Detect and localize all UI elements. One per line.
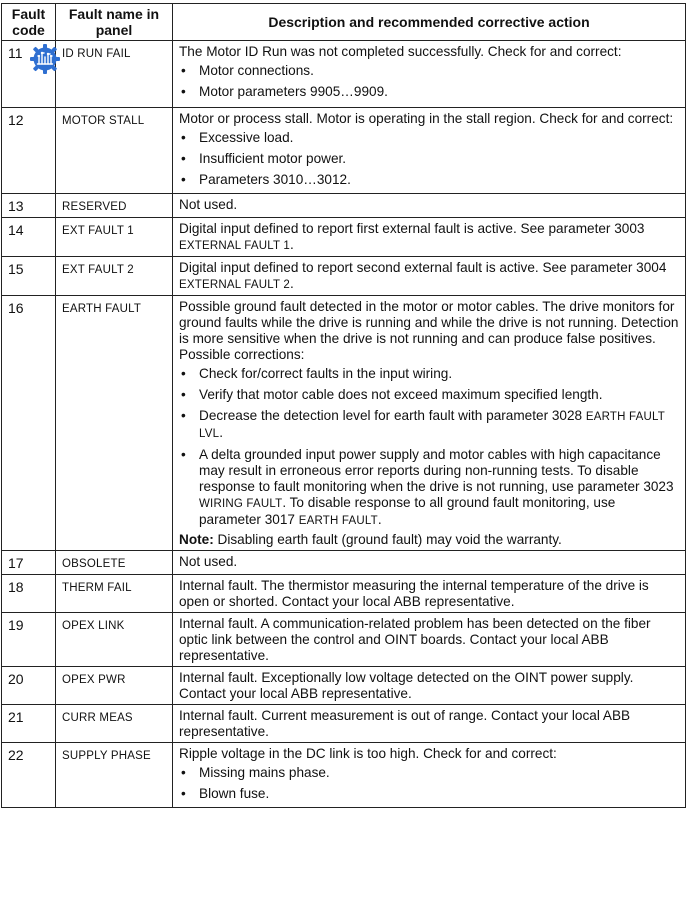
parameter-name: EARTH FAULT xyxy=(298,515,378,527)
fault-name: EARTH FAULT xyxy=(56,296,173,551)
fault-code: 17 xyxy=(2,551,56,575)
parameter-name: EARTH FAULT LVL xyxy=(199,411,665,440)
fault-name: OPEX PWR xyxy=(56,667,173,705)
fault-name: MOTOR STALL xyxy=(56,108,173,194)
table-row xyxy=(2,613,686,667)
table-row xyxy=(2,41,686,108)
list-item: • Blown fuse. xyxy=(179,786,680,802)
list-item: • A delta grounded input power supply and motor cables with high capacitance may result in erroneous error reports during non-running tests. To disable response to fault monitoring when the drive is not running, use parameter 3023 WIRING FAULT. To disable response to all ground fault monitoring, use parameter 3017 EARTH FAULT. xyxy=(179,447,680,529)
fault-code: 13 xyxy=(2,194,56,218)
fault-description: Internal fault. The thermistor measuring the internal temperature of the drive is open or shorted. Contact your local ABB representative. xyxy=(173,575,686,613)
list-item: • Missing mains phase. xyxy=(179,765,680,781)
list-item: • Check for/correct faults in the input wiring. xyxy=(179,366,680,382)
table-row xyxy=(2,108,686,194)
table-row xyxy=(2,218,686,257)
fault-description: Internal fault. Current measurement is out of range. Contact your local ABB representative. xyxy=(173,705,686,743)
fault-name: SUPPLY PHASE xyxy=(56,743,173,808)
fault-code: 18 xyxy=(2,575,56,613)
fault-description: Digital input defined to report second external fault is active. See parameter 3004 EXTERNAL FAULT 2. xyxy=(173,257,686,296)
table-row xyxy=(2,296,686,551)
fault-name: EXT FAULT 2 xyxy=(56,257,173,296)
list-item: • Parameters 3010…3012. xyxy=(179,172,680,188)
fault-name: OPEX LINK xyxy=(56,613,173,667)
fault-description: Digital input defined to report first external fault is active. See parameter 3003 EXTERNAL FAULT 1. xyxy=(173,218,686,257)
parameter-name: WIRING FAULT xyxy=(199,498,283,510)
fault-description: Not used. xyxy=(173,194,686,218)
table-row xyxy=(2,257,686,296)
fault-code: 12 xyxy=(2,108,56,194)
fault-description: Internal fault. Exceptionally low voltage detected on the OINT power supply. Contact your local ABB representative. xyxy=(173,667,686,705)
list-item: • Excessive load. xyxy=(179,130,680,146)
fault-description: Motor or process stall. Motor is operating in the stall region. Check for and correct: • Excessive load. • Insufficient motor power. • Parameters 3010…3012. xyxy=(173,108,686,194)
fault-code: 11 xyxy=(2,41,56,108)
header-fault-name: Fault name in panel xyxy=(56,4,173,41)
fault-code: 14 xyxy=(2,218,56,257)
fault-table xyxy=(1,3,686,808)
parameter-name: EXTERNAL FAULT 2 xyxy=(179,279,290,291)
table-row xyxy=(2,667,686,705)
list-item: • Motor parameters 9905…9909. xyxy=(179,84,680,100)
fault-description: Internal fault. A communication-related problem has been detected on the fiber optic link between the control and OINT boards. Contact your local ABB representative. xyxy=(173,613,686,667)
header-description: Description and recommended corrective action xyxy=(173,4,686,41)
fault-description: The Motor ID Run was not completed successfully. Check for and correct: • Motor connections. • Motor parameters 9905…9909. xyxy=(173,41,686,108)
note: Note: Disabling earth fault (ground fault) may void the warranty. xyxy=(179,532,562,547)
table-row xyxy=(2,575,686,613)
fault-description: Ripple voltage in the DC link is too high. Check for and correct: • Missing mains phase. • Blown fuse. xyxy=(173,743,686,808)
list-item: • Motor connections. xyxy=(179,63,680,79)
fault-name: ID RUN FAIL xyxy=(56,41,173,108)
fault-name: RESERVED xyxy=(56,194,173,218)
list-item: • Verify that motor cable does not exceed maximum specified length. xyxy=(179,387,680,403)
parameter-name: EXTERNAL FAULT 1 xyxy=(179,240,290,252)
list-item: • Decrease the detection level for earth fault with parameter 3028 EARTH FAULT LVL. xyxy=(179,408,680,442)
table-row xyxy=(2,705,686,743)
fault-name: OBSOLETE xyxy=(56,551,173,575)
table-row xyxy=(2,194,686,218)
fault-code: 21 xyxy=(2,705,56,743)
header-row xyxy=(2,4,686,41)
fault-code: 19 xyxy=(2,613,56,667)
fault-code: 22 xyxy=(2,743,56,808)
fault-description: Not used. xyxy=(173,551,686,575)
fault-code: 15 xyxy=(2,257,56,296)
fault-name: CURR MEAS xyxy=(56,705,173,743)
table-row xyxy=(2,551,686,575)
table-row xyxy=(2,743,686,808)
fault-code: 20 xyxy=(2,667,56,705)
gear-circuit-logo-icon xyxy=(29,43,61,75)
fault-code: 16 xyxy=(2,296,56,551)
fault-name: THERM FAIL xyxy=(56,575,173,613)
list-item: • Insufficient motor power. xyxy=(179,151,680,167)
fault-description: Possible ground fault detected in the motor or motor cables. The drive monitors for ground faults while the drive is running and while the drive is not running. Detection is more sensitive when the drive is not running and can produce false positives. Possible corrections: • Check for/correct faults in the input wiring. • Verify that motor cable does not exceed maximum specified length. • Decrease the detection level for earth fault with parameter 3028 EARTH FAULT LVL. • A delta grounded input power supply and motor cables with high capacitance may result in erroneous error reports during non-running tests. To disable response to fault monitoring when the drive is not running, use parameter 3023 WIRING FAULT. To disable response to all ground fault monitoring, use parameter 3017 EARTH FAULT. Note: Disabling earth fault (ground fault) may void the warranty. xyxy=(173,296,686,551)
fault-name: EXT FAULT 1 xyxy=(56,218,173,257)
header-fault-code: Fault code xyxy=(2,4,56,41)
